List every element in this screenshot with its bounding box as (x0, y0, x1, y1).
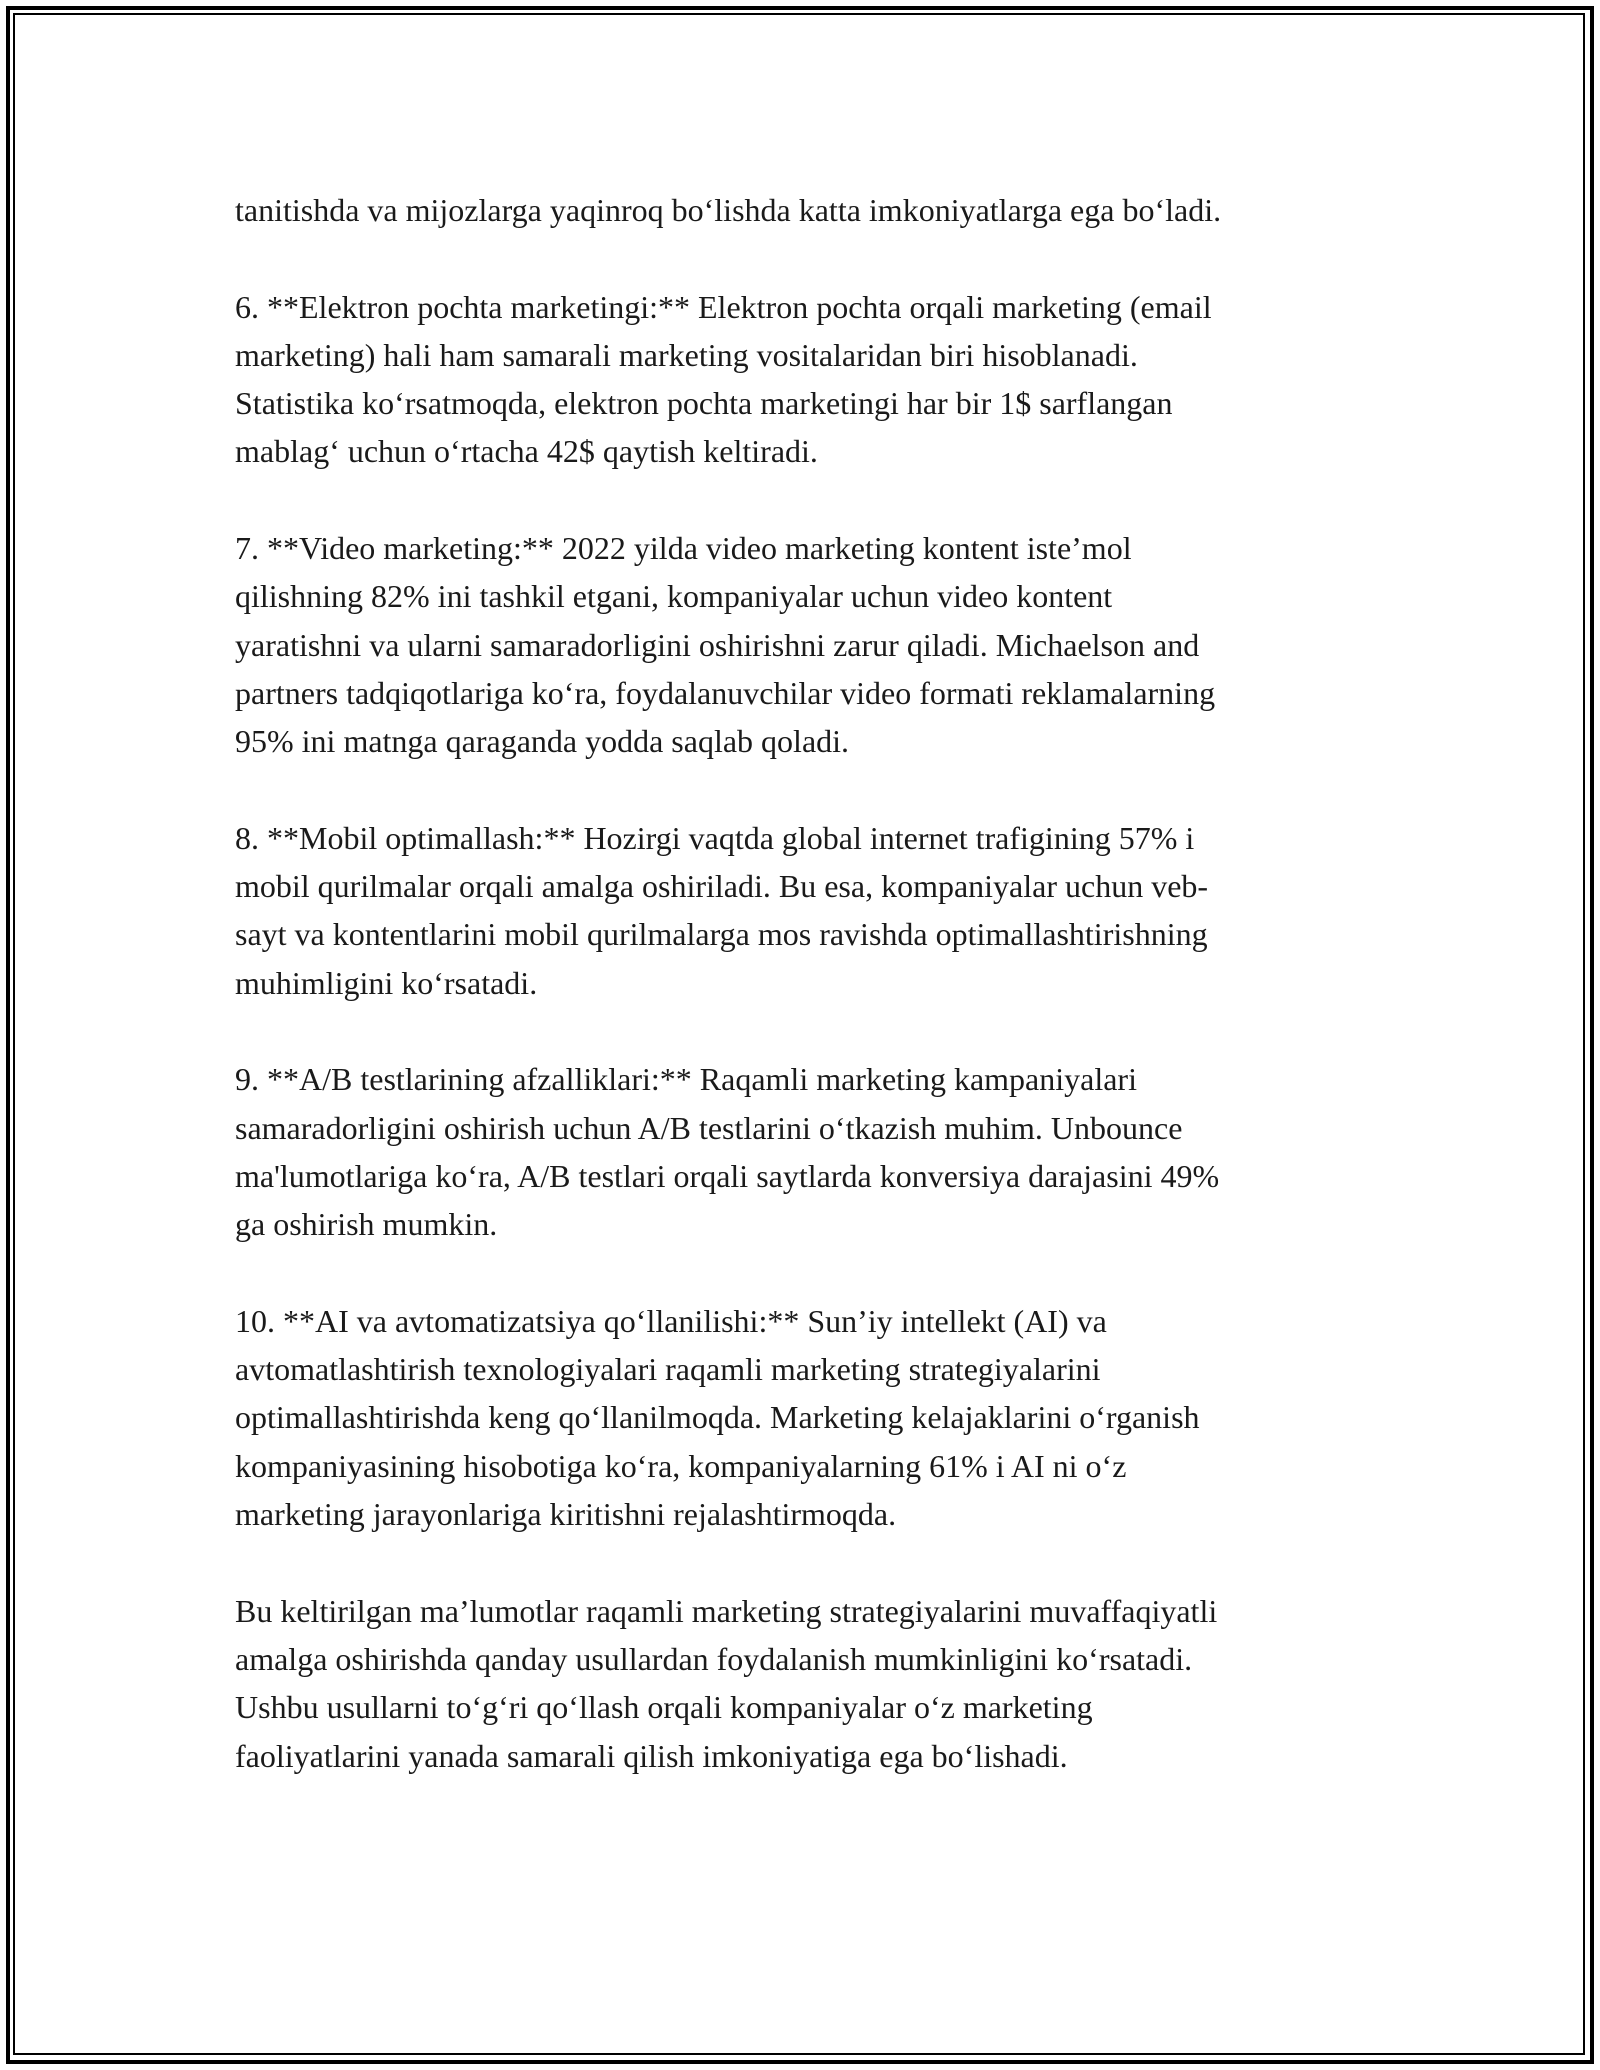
paragraph-email-marketing: 6. **Elektron pochta marketingi:** Elektron pochta orqali marketing (email marketing) hali ham samarali marketing vositalaridan biri hisoblanadi. Statistika ko‘rsatmoqda, elektron pochta marketingi har bir 1$ sarflangan mablag‘ uchun o‘rtacha 42$ qaytish keltiradi. (235, 288, 1212, 470)
paragraph-video-marketing: 7. **Video marketing:** 2022 yilda video marketing kontent iste’mol qilishning 82% ini tashkil etgani, kompaniyalar uchun video kontent yaratishni va ularni samaradorligini oshirishni zarur qiladi. Michaelson and partners tadqiqotlariga ko‘ra, foydalanuvchilar video formati reklamalarning 95% ini matnga qaraganda yodda saqlab qoladi. (235, 530, 1216, 760)
paragraph-mobile-optimization: 8. **Mobil optimallash:** Hozirgi vaqtda global internet trafigining 57% i mobil qurilmalar orqali amalga oshiriladi. Bu esa, kompaniyalar uchun veb- sayt va kontentlarini mobil qurilmalarga mos ravishda optimallashtirishning muhimligini ko‘rsatadi. (235, 819, 1209, 1001)
paragraph-ab-testing: 9. **A/B testlarining afzalliklari:** Raqamli marketing kampaniyalari samaradorligini oshirish uchun A/B testlarini o‘tkazish muhim. Unbounce ma'lumotlariga ko‘ra, A/B testlari orqali saytlarda konversiya darajasini 49% ga oshirish mumkin. (235, 1061, 1220, 1243)
document-body (235, 186, 1385, 1828)
paragraph-ai-automation: 10. **AI va avtomatizatsiya qo‘llanilishi:** Sun’iy intellekt (AI) va avtomatlashtirish texnologiyalari raqamli marketing strategiyalarini optimallashtirishda keng qo‘llanilmoqda. Marketing kelajaklarini o‘rganish kompaniyasining hisobotiga ko‘ra, kompaniyalarning 61% i AI ni o‘z marketing jarayonlariga kiritishni rejalashtirmoqda. (235, 1302, 1200, 1533)
paragraph-continuation: tanitishda va mijozlarga yaqinroq bo‘lishda katta imkoniyatlarga ega bo‘ladi. (235, 192, 1222, 228)
paragraph-conclusion: Bu keltirilgan ma’lumotlar raqamli marketing strategiyalarini muvaffaqiyatli amalga oshirishda qanday usullardan foydalanish mumkinligini ko‘rsatadi. Ushbu usullarni to‘g‘ri qo‘llash orqali kompaniyalar o‘z marketing faoliyatlarini yanada samarali qilish imkoniyatiga ega bo‘lishadi. (235, 1592, 1218, 1774)
